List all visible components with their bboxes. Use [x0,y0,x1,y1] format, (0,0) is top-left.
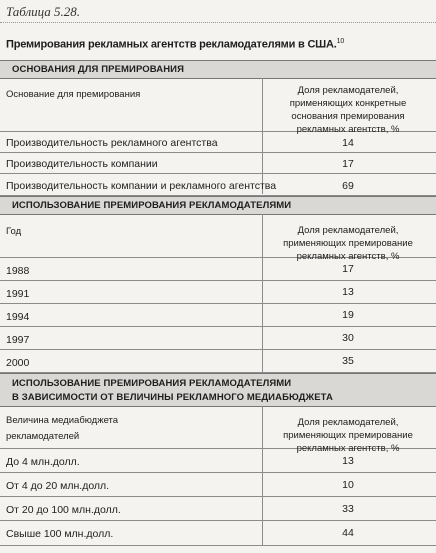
table-row [0,449,436,473]
section-heading-usage [0,196,436,215]
table-row [0,350,436,373]
column-header-right: Доля рекламодателей, применяющих конкретные основания премирования рекламных агентств, % [289,85,407,135]
table-row [0,132,436,153]
section-heading-text: ИСПОЛЬЗОВАНИЕ ПРЕМИРОВАНИЯ РЕКЛАМОДАТЕЛЯМИ [12,200,292,211]
title-footnote: 10 [336,38,345,45]
table-row [0,304,436,327]
section-heading-bases [0,60,436,79]
column-header-left-line2: рекламодателей [6,431,80,442]
table-row [0,174,436,196]
row-label: Производительность компании [6,158,158,170]
row-label: 1994 [6,311,30,323]
row-label: Производительность компании и рекламного агентства [6,180,277,192]
row-value: 13 [342,455,354,467]
top-divider [0,22,436,23]
table-row [0,497,436,521]
row-label: Свыше 100 млн.долл. [6,528,114,540]
row-value: 13 [342,286,354,298]
row-value: 19 [342,309,354,321]
row-value: 30 [342,332,354,344]
row-value: 35 [342,355,354,367]
row-label: Производительность рекламного агентства [6,137,218,149]
table-caption: Таблица 5.28. [6,4,81,19]
column-header-row [0,406,436,454]
column-header-left: Год [6,226,22,237]
row-label: 1988 [6,265,30,277]
row-value: 10 [342,479,354,491]
table-row [0,327,436,350]
row-label: 2000 [6,357,30,369]
row-label: От 20 до 100 млн.долл. [6,504,121,516]
section-heading-text-line1: ИСПОЛЬЗОВАНИЕ ПРЕМИРОВАНИЯ РЕКЛАМОДАТЕЛЯМИ [12,378,292,389]
table-row [0,281,436,304]
section-heading-text: ОСНОВАНИЯ ДЛЯ ПРЕМИРОВАНИЯ [12,64,185,75]
row-value: 17 [342,158,354,170]
table-row [0,473,436,497]
column-header-right: Доля рекламодателей, применяющих премирование рекламных агентств, % [283,225,413,262]
section-heading-text-line2: В ЗАВИСИМОСТИ ОТ ВЕЛИЧИНЫ РЕКЛАМНОГО МЕДИАБЮДЖЕТА [12,392,333,403]
row-label: 1997 [6,334,30,346]
title-text: Премирования рекламных агентств рекламодателями в США. [6,38,337,51]
column-header-left-line1: Величина медиабюджета [6,415,119,426]
row-label: От 4 до 20 млн.долл. [6,480,110,492]
row-value: 14 [342,137,354,149]
column-header-left: Основание для премирования [6,89,141,100]
row-value: 17 [342,263,354,275]
row-value: 69 [342,180,354,192]
table-row [0,521,436,546]
column-header-row [0,214,436,262]
row-value: 44 [342,527,354,539]
row-label: До 4 млн.долл. [6,456,80,468]
table-title [6,38,344,51]
table-row [0,258,436,281]
table-row [0,153,436,174]
row-value: 33 [342,503,354,515]
column-header-right: Доля рекламодателей, применяющих премирование рекламных агентств, % [283,417,413,454]
section-heading-budget [0,373,436,407]
row-label: 1991 [6,288,30,300]
column-header-row [0,78,436,135]
